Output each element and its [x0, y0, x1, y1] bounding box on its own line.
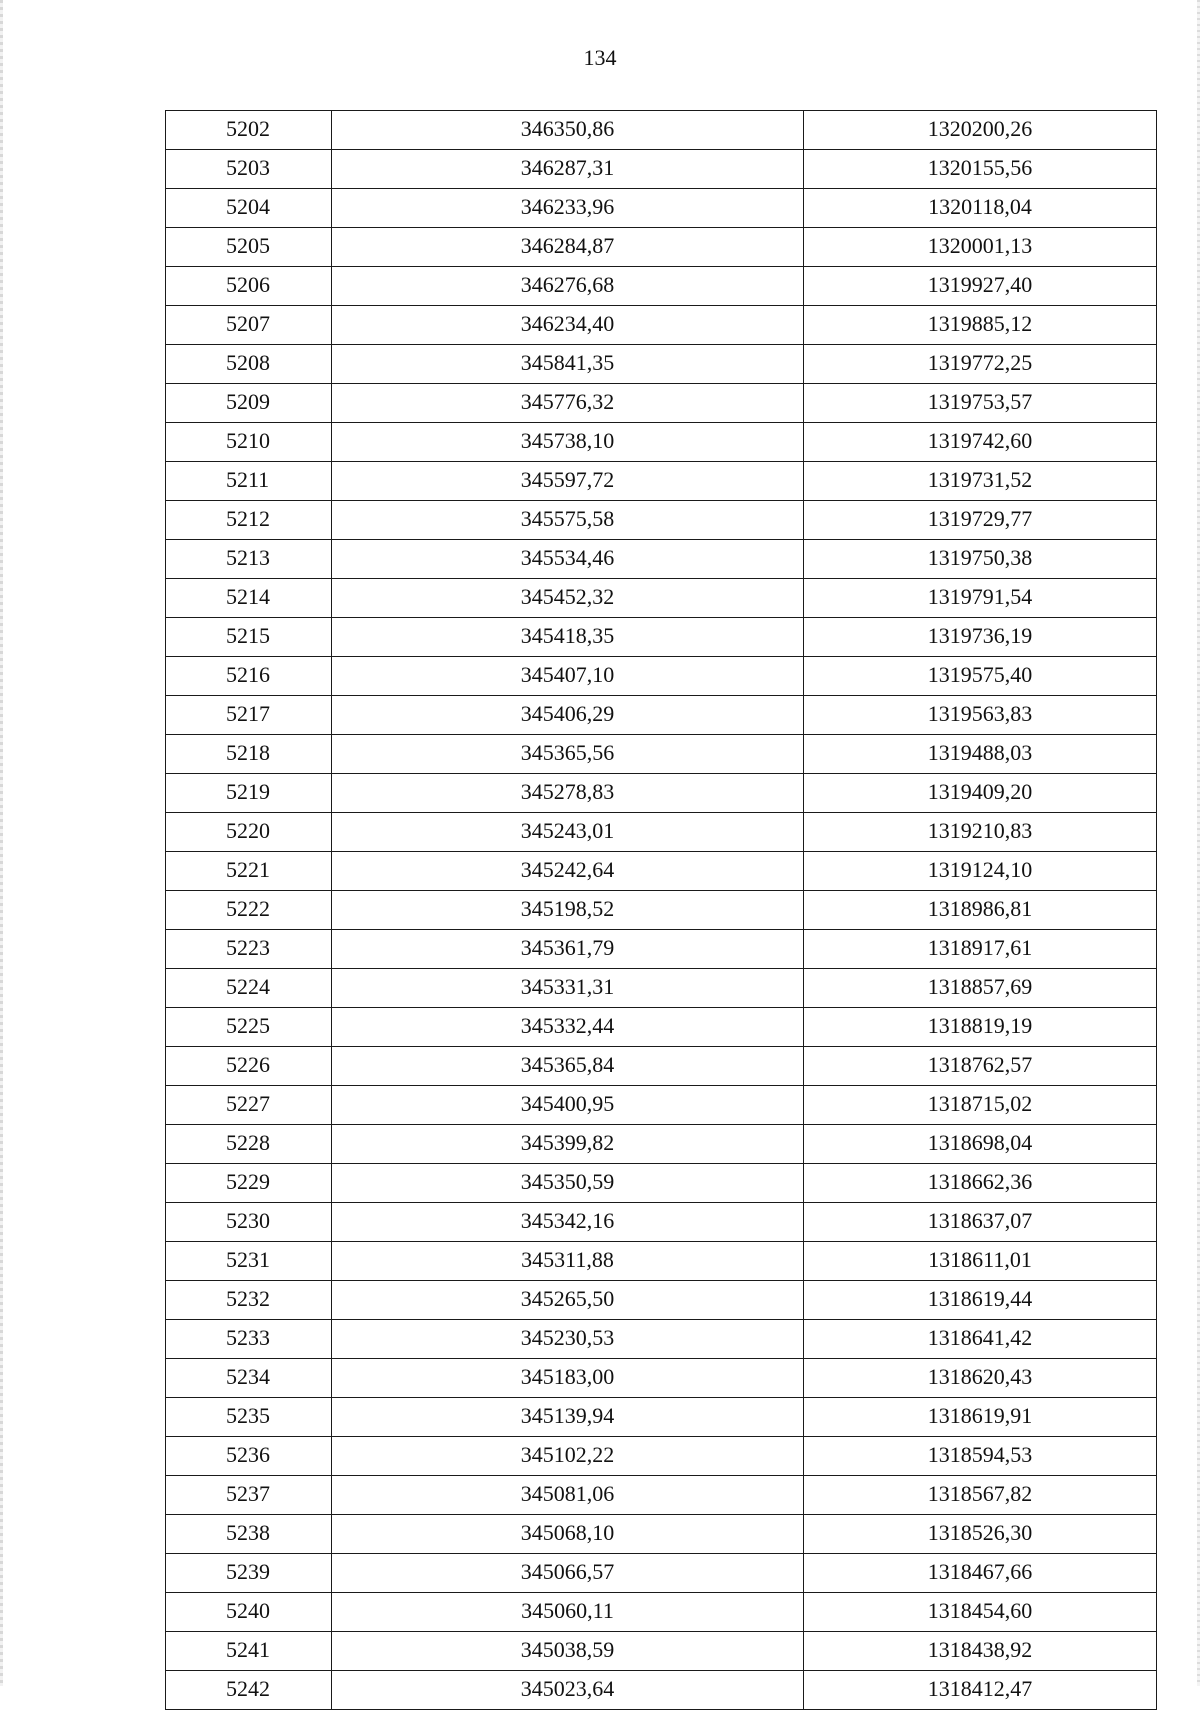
table-row	[166, 1476, 1157, 1515]
y-coordinate-cell: 1320155,56	[804, 150, 1157, 189]
x-coordinate-cell: 346350,86	[332, 111, 804, 150]
x-coordinate-cell: 345331,31	[332, 969, 804, 1008]
x-coordinate-cell: 345342,16	[332, 1203, 804, 1242]
x-coordinate-cell: 345198,52	[332, 891, 804, 930]
point-number-cell: 5226	[166, 1047, 332, 1086]
point-number-cell: 5209	[166, 384, 332, 423]
table-row	[166, 228, 1157, 267]
point-number-cell: 5231	[166, 1242, 332, 1281]
x-coordinate-cell: 345332,44	[332, 1008, 804, 1047]
table-row	[166, 1242, 1157, 1281]
x-coordinate-cell: 346233,96	[332, 189, 804, 228]
point-number-cell: 5238	[166, 1515, 332, 1554]
y-coordinate-cell: 1318611,01	[804, 1242, 1157, 1281]
point-number-cell: 5207	[166, 306, 332, 345]
table-row	[166, 1281, 1157, 1320]
x-coordinate-cell: 345361,79	[332, 930, 804, 969]
y-coordinate-cell: 1318715,02	[804, 1086, 1157, 1125]
x-coordinate-cell: 345597,72	[332, 462, 804, 501]
table-row	[166, 1125, 1157, 1164]
y-coordinate-cell: 1318917,61	[804, 930, 1157, 969]
table-row	[166, 618, 1157, 657]
table-row	[166, 423, 1157, 462]
y-coordinate-cell: 1319753,57	[804, 384, 1157, 423]
x-coordinate-cell: 345841,35	[332, 345, 804, 384]
y-coordinate-cell: 1319729,77	[804, 501, 1157, 540]
point-number-cell: 5204	[166, 189, 332, 228]
y-coordinate-cell: 1319772,25	[804, 345, 1157, 384]
x-coordinate-cell: 345038,59	[332, 1632, 804, 1671]
x-coordinate-cell: 345776,32	[332, 384, 804, 423]
point-number-cell: 5240	[166, 1593, 332, 1632]
point-number-cell: 5224	[166, 969, 332, 1008]
x-coordinate-cell: 345418,35	[332, 618, 804, 657]
y-coordinate-cell: 1318438,92	[804, 1632, 1157, 1671]
y-coordinate-cell: 1319210,83	[804, 813, 1157, 852]
y-coordinate-cell: 1318454,60	[804, 1593, 1157, 1632]
x-coordinate-cell: 345311,88	[332, 1242, 804, 1281]
table-row	[166, 345, 1157, 384]
point-number-cell: 5229	[166, 1164, 332, 1203]
x-coordinate-cell: 345406,29	[332, 696, 804, 735]
point-number-cell: 5230	[166, 1203, 332, 1242]
y-coordinate-cell: 1318819,19	[804, 1008, 1157, 1047]
x-coordinate-cell: 345242,64	[332, 852, 804, 891]
table-row	[166, 657, 1157, 696]
point-number-cell: 5228	[166, 1125, 332, 1164]
x-coordinate-cell: 345407,10	[332, 657, 804, 696]
x-coordinate-cell: 345738,10	[332, 423, 804, 462]
table-row	[166, 735, 1157, 774]
point-number-cell: 5216	[166, 657, 332, 696]
point-number-cell: 5227	[166, 1086, 332, 1125]
point-number-cell: 5210	[166, 423, 332, 462]
y-coordinate-cell: 1318698,04	[804, 1125, 1157, 1164]
table-row	[166, 1086, 1157, 1125]
table-row	[166, 1515, 1157, 1554]
y-coordinate-cell: 1319791,54	[804, 579, 1157, 618]
table-row	[166, 969, 1157, 1008]
y-coordinate-cell: 1318986,81	[804, 891, 1157, 930]
y-coordinate-cell: 1318619,91	[804, 1398, 1157, 1437]
x-coordinate-cell: 345278,83	[332, 774, 804, 813]
y-coordinate-cell: 1319731,52	[804, 462, 1157, 501]
point-number-cell: 5223	[166, 930, 332, 969]
point-number-cell: 5242	[166, 1671, 332, 1710]
point-number-cell: 5220	[166, 813, 332, 852]
x-coordinate-cell: 345265,50	[332, 1281, 804, 1320]
table-row	[166, 1203, 1157, 1242]
table-row	[166, 462, 1157, 501]
x-coordinate-cell: 345534,46	[332, 540, 804, 579]
x-coordinate-cell: 345066,57	[332, 1554, 804, 1593]
table-body	[166, 111, 1157, 1710]
y-coordinate-cell: 1320118,04	[804, 189, 1157, 228]
x-coordinate-cell: 345575,58	[332, 501, 804, 540]
table-row	[166, 1164, 1157, 1203]
table-row	[166, 891, 1157, 930]
table-row	[166, 1008, 1157, 1047]
table-row	[166, 1554, 1157, 1593]
point-number-cell: 5205	[166, 228, 332, 267]
point-number-cell: 5241	[166, 1632, 332, 1671]
x-coordinate-cell: 345400,95	[332, 1086, 804, 1125]
point-number-cell: 5217	[166, 696, 332, 735]
y-coordinate-cell: 1319885,12	[804, 306, 1157, 345]
x-coordinate-cell: 345365,84	[332, 1047, 804, 1086]
y-coordinate-cell: 1318857,69	[804, 969, 1157, 1008]
point-number-cell: 5233	[166, 1320, 332, 1359]
x-coordinate-cell: 345102,22	[332, 1437, 804, 1476]
point-number-cell: 5215	[166, 618, 332, 657]
table-row	[166, 696, 1157, 735]
y-coordinate-cell: 1320001,13	[804, 228, 1157, 267]
y-coordinate-cell: 1319563,83	[804, 696, 1157, 735]
y-coordinate-cell: 1318619,44	[804, 1281, 1157, 1320]
point-number-cell: 5203	[166, 150, 332, 189]
table-row	[166, 1320, 1157, 1359]
table-row	[166, 150, 1157, 189]
y-coordinate-cell: 1318526,30	[804, 1515, 1157, 1554]
point-number-cell: 5225	[166, 1008, 332, 1047]
y-coordinate-cell: 1318641,42	[804, 1320, 1157, 1359]
x-coordinate-cell: 345350,59	[332, 1164, 804, 1203]
y-coordinate-cell: 1319488,03	[804, 735, 1157, 774]
point-number-cell: 5213	[166, 540, 332, 579]
y-coordinate-cell: 1318412,47	[804, 1671, 1157, 1710]
coordinates-table	[165, 110, 1157, 1710]
y-coordinate-cell: 1318637,07	[804, 1203, 1157, 1242]
x-coordinate-cell: 345081,06	[332, 1476, 804, 1515]
table-row	[166, 1437, 1157, 1476]
table-row	[166, 579, 1157, 618]
table-row	[166, 1671, 1157, 1710]
point-number-cell: 5222	[166, 891, 332, 930]
point-number-cell: 5234	[166, 1359, 332, 1398]
point-number-cell: 5235	[166, 1398, 332, 1437]
y-coordinate-cell: 1319124,10	[804, 852, 1157, 891]
table-row	[166, 1047, 1157, 1086]
y-coordinate-cell: 1318567,82	[804, 1476, 1157, 1515]
table-row	[166, 384, 1157, 423]
y-coordinate-cell: 1319927,40	[804, 267, 1157, 306]
point-number-cell: 5214	[166, 579, 332, 618]
table-row	[166, 111, 1157, 150]
point-number-cell: 5221	[166, 852, 332, 891]
x-coordinate-cell: 346234,40	[332, 306, 804, 345]
x-coordinate-cell: 345399,82	[332, 1125, 804, 1164]
table-row	[166, 774, 1157, 813]
table-row	[166, 1359, 1157, 1398]
table-row	[166, 1632, 1157, 1671]
point-number-cell: 5211	[166, 462, 332, 501]
y-coordinate-cell: 1318594,53	[804, 1437, 1157, 1476]
x-coordinate-cell: 345023,64	[332, 1671, 804, 1710]
table-row	[166, 813, 1157, 852]
y-coordinate-cell: 1319409,20	[804, 774, 1157, 813]
x-coordinate-cell: 345452,32	[332, 579, 804, 618]
y-coordinate-cell: 1318467,66	[804, 1554, 1157, 1593]
y-coordinate-cell: 1319742,60	[804, 423, 1157, 462]
x-coordinate-cell: 345243,01	[332, 813, 804, 852]
x-coordinate-cell: 345365,56	[332, 735, 804, 774]
table-row	[166, 1593, 1157, 1632]
point-number-cell: 5218	[166, 735, 332, 774]
table-row	[166, 189, 1157, 228]
point-number-cell: 5208	[166, 345, 332, 384]
point-number-cell: 5219	[166, 774, 332, 813]
point-number-cell: 5202	[166, 111, 332, 150]
table-row	[166, 852, 1157, 891]
x-coordinate-cell: 345060,11	[332, 1593, 804, 1632]
table-row	[166, 930, 1157, 969]
x-coordinate-cell: 346287,31	[332, 150, 804, 189]
x-coordinate-cell: 346284,87	[332, 228, 804, 267]
point-number-cell: 5212	[166, 501, 332, 540]
x-coordinate-cell: 345230,53	[332, 1320, 804, 1359]
point-number-cell: 5239	[166, 1554, 332, 1593]
point-number-cell: 5236	[166, 1437, 332, 1476]
page-number: 134	[583, 45, 617, 70]
table-row	[166, 267, 1157, 306]
point-number-cell: 5237	[166, 1476, 332, 1515]
x-coordinate-cell: 345183,00	[332, 1359, 804, 1398]
x-coordinate-cell: 346276,68	[332, 267, 804, 306]
y-coordinate-cell: 1319736,19	[804, 618, 1157, 657]
y-coordinate-cell: 1318620,43	[804, 1359, 1157, 1398]
point-number-cell: 5206	[166, 267, 332, 306]
point-number-cell: 5232	[166, 1281, 332, 1320]
y-coordinate-cell: 1319750,38	[804, 540, 1157, 579]
y-coordinate-cell: 1318662,36	[804, 1164, 1157, 1203]
table-row	[166, 501, 1157, 540]
x-coordinate-cell: 345068,10	[332, 1515, 804, 1554]
y-coordinate-cell: 1320200,26	[804, 111, 1157, 150]
scan-edge-left	[0, 0, 3, 1686]
table-row	[166, 540, 1157, 579]
table-row	[166, 1398, 1157, 1437]
y-coordinate-cell: 1319575,40	[804, 657, 1157, 696]
table-row	[166, 306, 1157, 345]
y-coordinate-cell: 1318762,57	[804, 1047, 1157, 1086]
x-coordinate-cell: 345139,94	[332, 1398, 804, 1437]
